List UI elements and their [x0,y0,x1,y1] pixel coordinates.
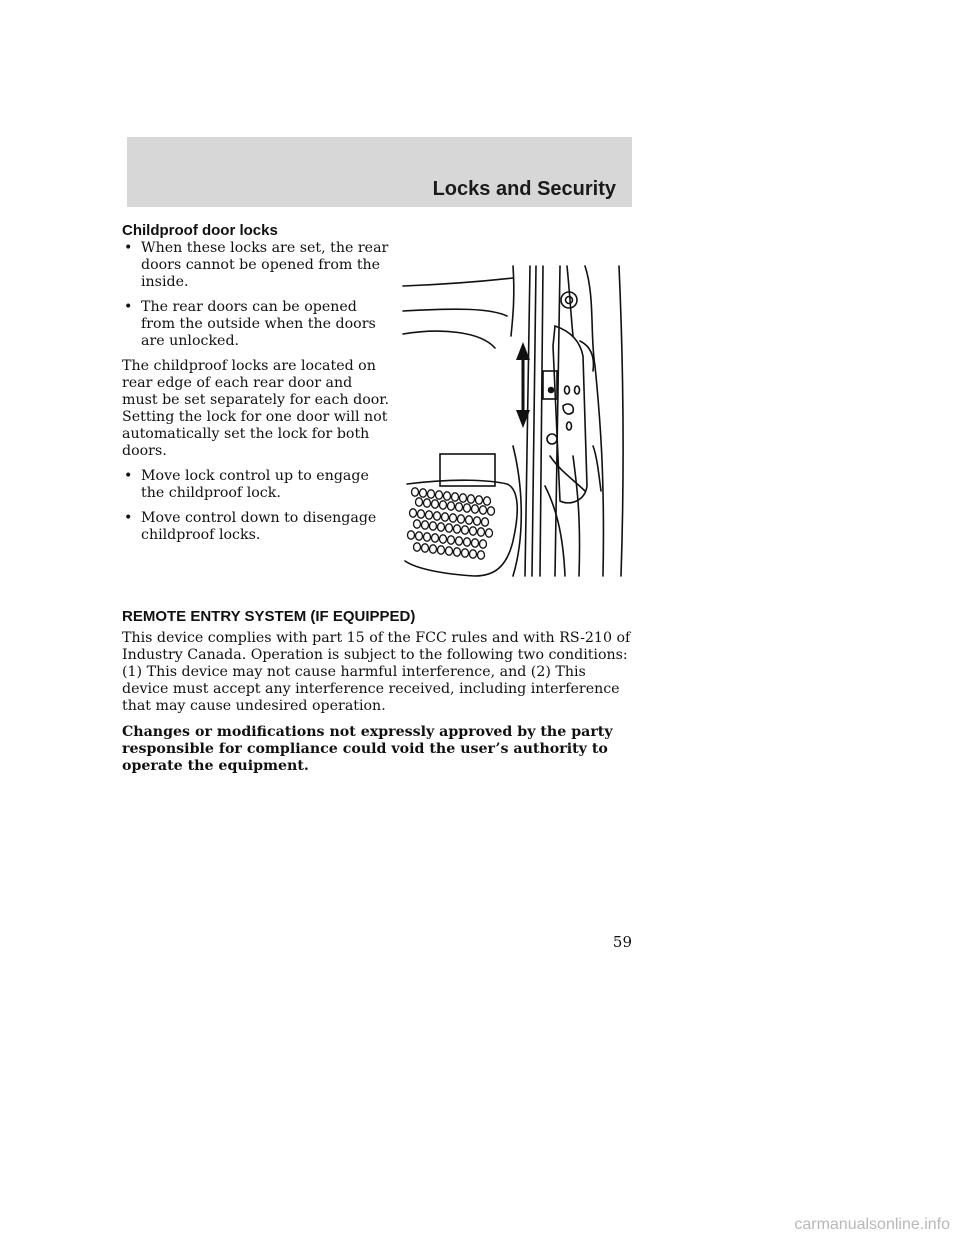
childproof-heading: Childproof door locks [122,222,278,239]
bullet-dot: • [124,240,133,256]
page-number: 59 [612,933,632,951]
fcc-warning: Changes or modifications not expressly approved by the party responsible for compliance could void the user’s authority to operate the equipment. [122,724,613,774]
door-lock-illustration [395,256,635,586]
bullet-dot: • [124,468,133,484]
bullet-dot: • [124,299,133,315]
section-title: Locks and Security [432,178,616,200]
bullet-item [122,468,390,502]
remote-entry-section [122,630,634,784]
bullet-text: Move control down to disengage childproof locks. [141,510,377,543]
bullet-item [122,240,390,291]
bullet-text: When these locks are set, the rear doors cannot be opened from the inside. [141,240,389,290]
bullet-item [122,299,390,350]
fcc-paragraph: This device complies with part 15 of the FCC rules and with RS-210 of Industry Canada. Operation is subject to the following two conditions: (1) This device may not cause harmful interference, and (2) This device must accept any interference received, including interference that may cause undesired operation. [122,630,631,714]
watermark: carmanualsonline.info [794,1216,950,1233]
childproof-paragraph: The childproof locks are located on rear edge of each rear door and must be set separately for each door. Setting the lock for one door will not automatically set the lock for both doors. [122,358,390,459]
bullet-text: Move lock control up to engage the childproof lock. [141,468,369,501]
header-band [127,137,632,207]
childproof-text-column [122,240,390,552]
remote-entry-heading: REMOTE ENTRY SYSTEM (IF EQUIPPED) [122,608,416,625]
bullet-text: The rear doors can be opened from the outside when the doors are unlocked. [141,299,376,349]
bullet-item [122,510,390,544]
bullet-dot: • [124,510,133,526]
